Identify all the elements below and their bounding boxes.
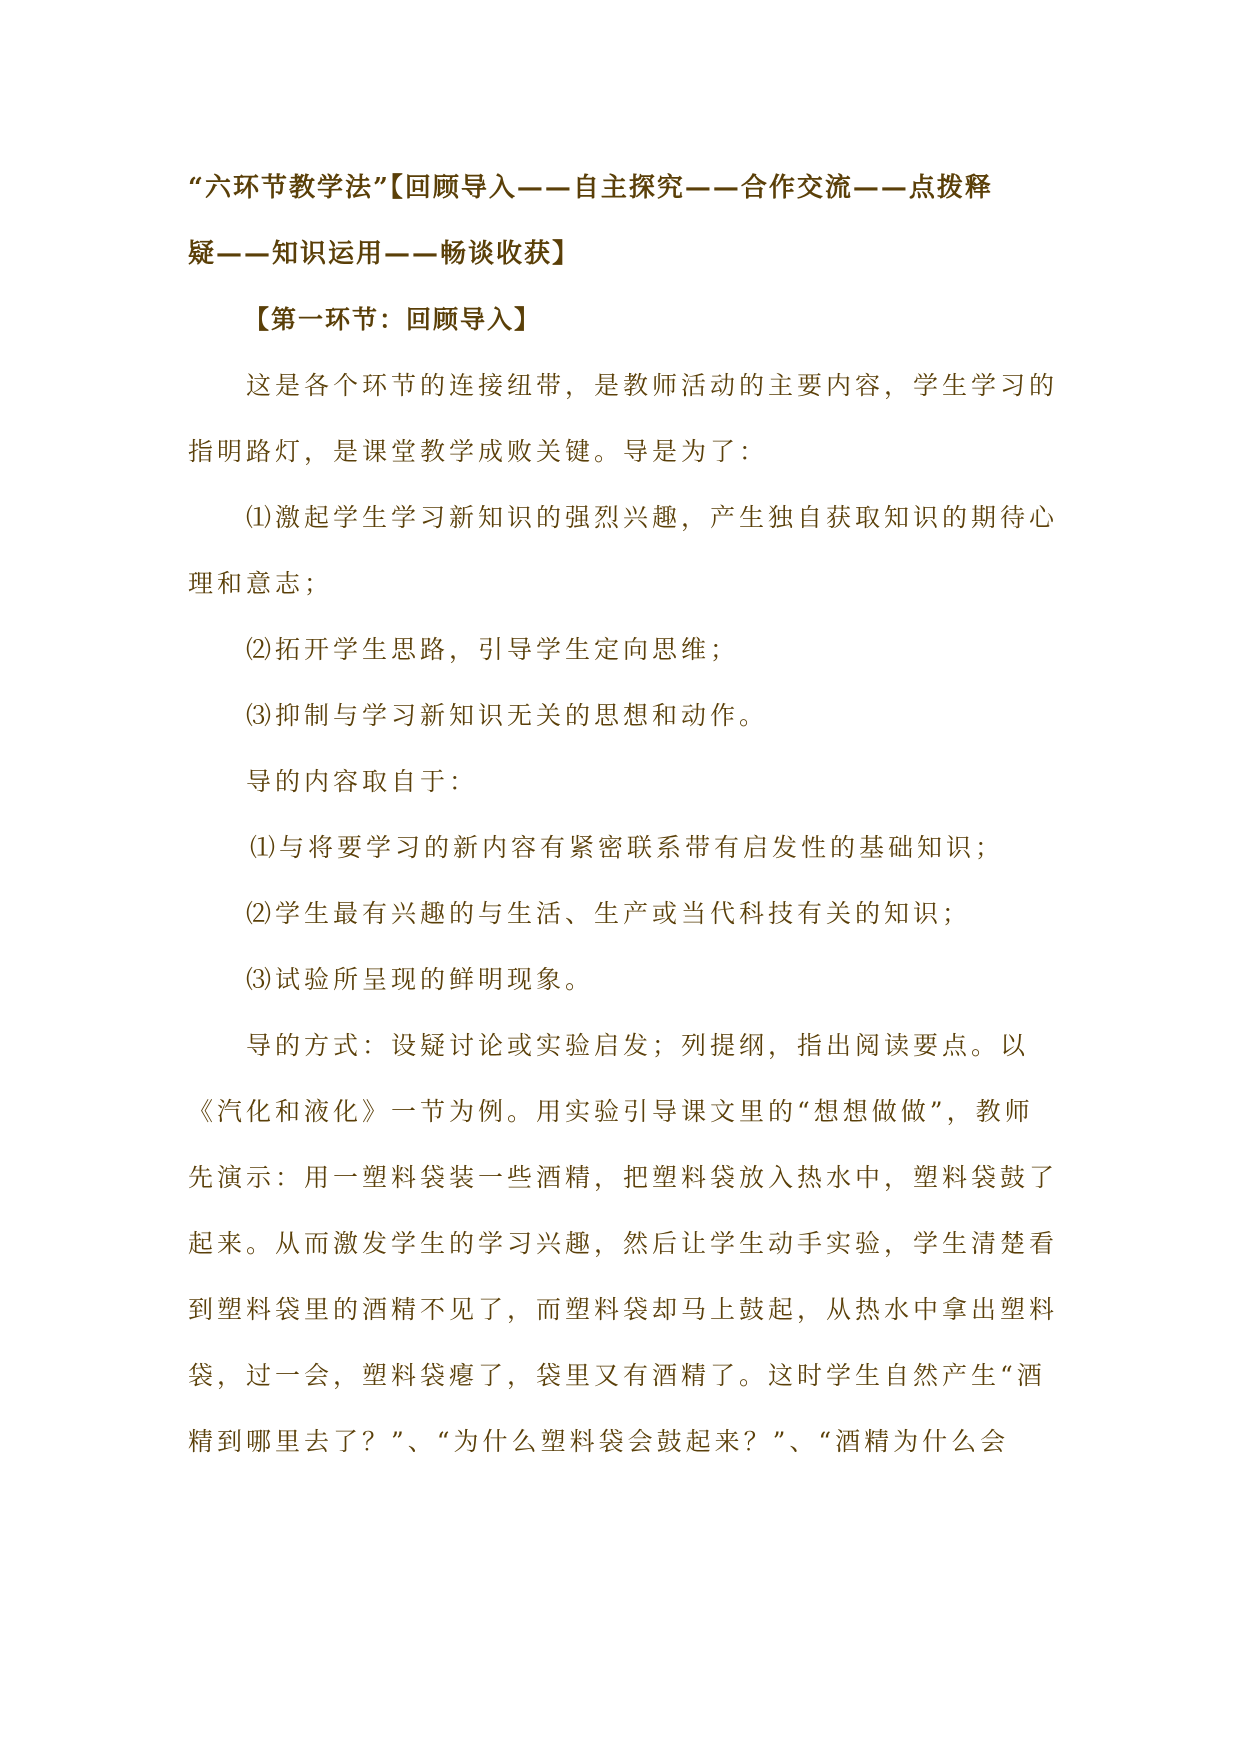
paragraph-purpose-2 bbox=[188, 617, 1050, 683]
document-title bbox=[188, 155, 1050, 287]
paragraph-method bbox=[188, 1013, 1059, 1475]
paragraph-purpose-1 bbox=[188, 485, 1059, 617]
document-body bbox=[188, 155, 1059, 1475]
paragraph-line: 《汽化和液化》一节为例。用实验引导课文里的“想想做做”，教师 bbox=[188, 1097, 1034, 1126]
paragraph-line: ⑶试验所呈现的鲜明现象。 bbox=[246, 965, 595, 994]
paragraph-line: 导的内容取自于： bbox=[246, 767, 479, 796]
paragraph-line: 指明路灯，是课堂教学成败关键。导是为了： bbox=[188, 437, 769, 466]
paragraph-line: 袋，过一会，塑料袋瘪了，袋里又有酒精了。这时学生自然产生“酒 bbox=[188, 1361, 1046, 1390]
paragraph-line: 导的方式：设疑讨论或实验启发；列提纲，指出阅读要点。以 bbox=[246, 1031, 1030, 1060]
paragraph-line: ⑴与将要学习的新内容有紧密联系带有启发性的基础知识； bbox=[250, 833, 1005, 862]
paragraph-line: ⑵学生最有兴趣的与生活、生产或当代科技有关的知识； bbox=[246, 899, 972, 928]
title-line: “六环节教学法”【回顾导入——自主探究——合作交流——点拨释 bbox=[188, 173, 993, 203]
paragraph-line: 这是各个环节的连接纽带，是教师活动的主要内容，学生学习的 bbox=[246, 371, 1059, 400]
paragraph-line: 起来。从而激发学生的学习兴趣，然后让学生动手实验，学生清楚看 bbox=[188, 1229, 1059, 1258]
paragraph-line: 理和意志； bbox=[188, 569, 334, 598]
paragraph-line: 精到哪里去了？”、“为什么塑料袋会鼓起来？”、“酒精为什么会 bbox=[188, 1427, 1010, 1456]
paragraph-line: 先演示：用一塑料袋装一些酒精，把塑料袋放入热水中，塑料袋鼓了 bbox=[188, 1163, 1059, 1192]
paragraph-content-1 bbox=[188, 815, 1050, 881]
paragraph-line: 到塑料袋里的酒精不见了，而塑料袋却马上鼓起，从热水中拿出塑料 bbox=[188, 1295, 1059, 1324]
paragraph-intro bbox=[188, 353, 1059, 485]
paragraph-line: ⑵拓开学生思路，引导学生定向思维； bbox=[246, 635, 740, 664]
paragraph-content-3 bbox=[188, 947, 1050, 1013]
paragraph-line: ⑶抑制与学习新知识无关的思想和动作。 bbox=[246, 701, 769, 730]
paragraph-purpose-3 bbox=[188, 683, 1050, 749]
paragraph-content-intro bbox=[188, 749, 1050, 815]
section-heading: 【第一环节：回顾导入】 bbox=[244, 305, 542, 334]
paragraph-content-2 bbox=[188, 881, 1050, 947]
paragraph-line: ⑴激起学生学习新知识的强烈兴趣，产生独自获取知识的期待心 bbox=[246, 503, 1059, 532]
title-line: 疑——知识运用——畅谈收获】 bbox=[188, 239, 581, 269]
